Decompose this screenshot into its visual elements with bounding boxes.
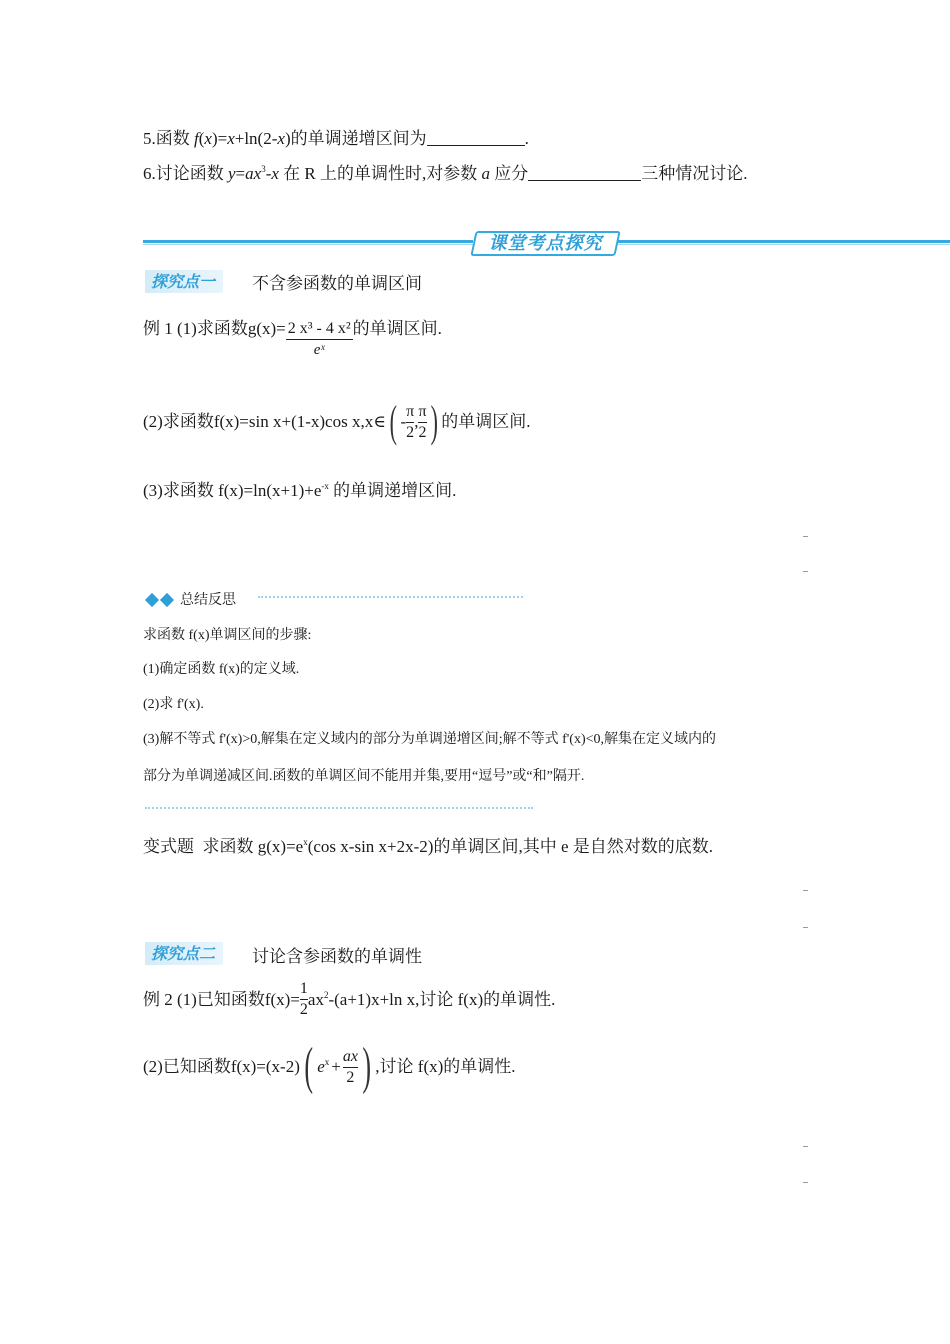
ex2-p1-ax: ax	[307, 989, 324, 1009]
summary-dotted-rule-top	[258, 596, 523, 598]
example-2-part-1	[143, 980, 555, 1019]
ex2-p2-left-paren: (	[304, 1038, 313, 1095]
section-title: 课堂考点探究	[488, 233, 603, 254]
frac-den: 2	[299, 1001, 308, 1018]
variant-func: g(x)=e	[257, 837, 304, 856]
frac-num: π	[418, 402, 427, 420]
ex2-p2-suffix: ,讨论 f(x)的单调性.	[375, 1057, 516, 1076]
ex1-p1-suffix: 的单调区间.	[352, 319, 442, 338]
point-2-title: 讨论含参函数的单调性	[252, 947, 422, 966]
q6-exp: 3	[261, 164, 266, 174]
ex1-p2-func: f(x)=sin x+(1-x)cos x,x∈	[213, 412, 386, 431]
point-2-tag: 探究点二	[145, 942, 223, 965]
section-rule-left	[143, 240, 473, 243]
summary-step-3-line-2: 部分为单调递减区间.函数的单调区间不能用并集,要用“逗号”或“和”隔开.	[143, 769, 585, 784]
ex1-p3-exp: -x	[321, 481, 329, 491]
question-6	[143, 163, 748, 185]
q5-text-c: +ln(2-	[234, 129, 278, 148]
section-rule-right	[618, 240, 950, 243]
frac-bar	[343, 1067, 358, 1068]
example-1-part-2	[143, 397, 531, 446]
frac-den: 2	[418, 423, 427, 441]
q5-text: 函数	[155, 129, 194, 148]
margin-tick	[803, 1146, 808, 1147]
ex2-p2-prefix: (2)已知函数	[143, 1057, 231, 1076]
diamond-icon	[160, 593, 174, 607]
point-1-tag: 探究点一	[145, 270, 223, 293]
frac-den: 2	[346, 1068, 355, 1086]
ex1-p1-func: g(x)=	[247, 319, 286, 338]
ex1-p2-comma: ,	[414, 412, 419, 431]
ex2-p2-e: e	[317, 1057, 325, 1076]
frac-num: 1	[299, 980, 308, 997]
q5-answer-blank[interactable]	[427, 129, 525, 146]
ex1-p2-prefix: (2)求函数	[143, 412, 214, 431]
q5-label: 5.	[143, 129, 156, 148]
example-1-part-3	[143, 480, 456, 502]
section-rule-left-shade	[143, 244, 473, 245]
margin-tick	[803, 536, 808, 537]
q5-f: f	[194, 129, 199, 148]
q5-text-d: )的单调递增区间为	[284, 129, 427, 148]
q6-label: 6.	[143, 164, 156, 183]
ex2-p1-exp: 2	[323, 989, 329, 1000]
variant-label: 变式题	[143, 837, 194, 856]
ex2-p2-right-paren: )	[362, 1038, 371, 1095]
ex2-p1-rest: -(a+1)x+ln x,讨论 f(x)的单调性.	[328, 989, 556, 1009]
margin-tick	[803, 571, 808, 572]
ex2-p1-fraction	[300, 980, 308, 1019]
frac-num: ax	[342, 1047, 358, 1065]
margin-tick	[803, 890, 808, 891]
q6-text: 讨论函数	[155, 164, 228, 183]
q5-x3: x	[277, 129, 285, 148]
ex2-p2-func: f(x)=(x-2)	[230, 1057, 300, 1076]
ex1-p3-func: f(x)=ln(x+1)+e	[218, 481, 322, 500]
ex1-p3-prefix: (3)求函数	[143, 481, 219, 500]
q6-x: x	[271, 164, 279, 183]
frac-bar	[406, 422, 414, 423]
ex2-p2-fraction	[343, 1048, 358, 1087]
ex2-p2-exp: x	[324, 1057, 330, 1067]
frac-bar	[418, 422, 426, 423]
frac-den: 2	[406, 423, 415, 441]
q6-text-c: 应分	[490, 164, 529, 183]
variant-question	[143, 836, 713, 858]
ex2-p2-plus: +	[331, 1057, 341, 1076]
ex1-p2-minus: -	[400, 412, 407, 431]
ex1-p3-suffix: 的单调递增区间.	[328, 481, 457, 500]
q6-eq: =	[235, 164, 246, 183]
ex1-p1-numerator: 2 x³ - 4 x²	[286, 319, 353, 340]
q6-text-d: 三种情况讨论.	[641, 164, 748, 183]
summary-step-2: (2)求 f'(x).	[143, 697, 204, 712]
ex1-p1-fraction	[286, 319, 353, 360]
summary-step-1: (1)确定函数 f(x)的定义域.	[143, 662, 300, 677]
ex1-p2-left-paren: (	[389, 397, 397, 446]
frac-num: π	[406, 402, 415, 420]
variant-prefix: 求函数	[194, 837, 258, 856]
ex1-p1-denominator: eˣ	[313, 342, 325, 358]
frac-bar	[300, 999, 308, 1000]
diamond-icon	[145, 593, 159, 607]
q6-ax: ax	[245, 164, 262, 183]
ex1-p2-frac-left	[406, 403, 414, 442]
ex2-p1-prefix: 例 2 (1)已知函数	[143, 989, 265, 1009]
section-rule-right-shade	[618, 244, 950, 245]
q6-a: a	[481, 164, 490, 183]
q5-text-b: )=	[211, 129, 228, 148]
summary-heading: 总结反思	[180, 592, 236, 608]
variant-rest: (cos x-sin x+2x-2)的单调区间,其中 e 是自然对数的底数.	[307, 837, 713, 856]
point-1-title: 不含参函数的单调区间	[252, 274, 422, 293]
margin-tick	[803, 1182, 808, 1183]
ex1-p2-frac-right	[418, 403, 426, 442]
summary-dotted-rule-bottom	[145, 807, 533, 809]
variant-exp: x	[303, 837, 308, 847]
q6-y: y	[228, 164, 236, 183]
margin-tick	[803, 927, 808, 928]
ex1-p1-prefix: 例 1 (1)求函数	[143, 319, 248, 338]
q6-text-b: 在 R 上的单调性时,对参数	[278, 164, 482, 183]
q5-x: x	[204, 129, 212, 148]
summary-step-3-line-1: (3)解不等式 f'(x)>0,解集在定义域内的部分为单调递增区间;解不等式 f'(x)<0,解集在定义域内的	[143, 732, 717, 747]
q5-end: .	[524, 129, 529, 148]
q5-x2: x	[227, 129, 235, 148]
example-1-part-1	[143, 318, 442, 359]
example-2-part-2	[143, 1038, 516, 1095]
q6-minus: -	[265, 164, 272, 183]
summary-intro: 求函数 f(x)单调区间的步骤:	[143, 628, 312, 643]
ex2-p1-func: f(x)=	[264, 989, 300, 1009]
q6-answer-blank[interactable]	[528, 164, 641, 181]
question-5: 5.函数 f(x)=x+ln(2-x)的单调递增区间为 .	[143, 129, 529, 148]
ex1-p2-right-paren: )	[430, 397, 438, 446]
ex1-p2-suffix: 的单调区间.	[441, 412, 531, 431]
